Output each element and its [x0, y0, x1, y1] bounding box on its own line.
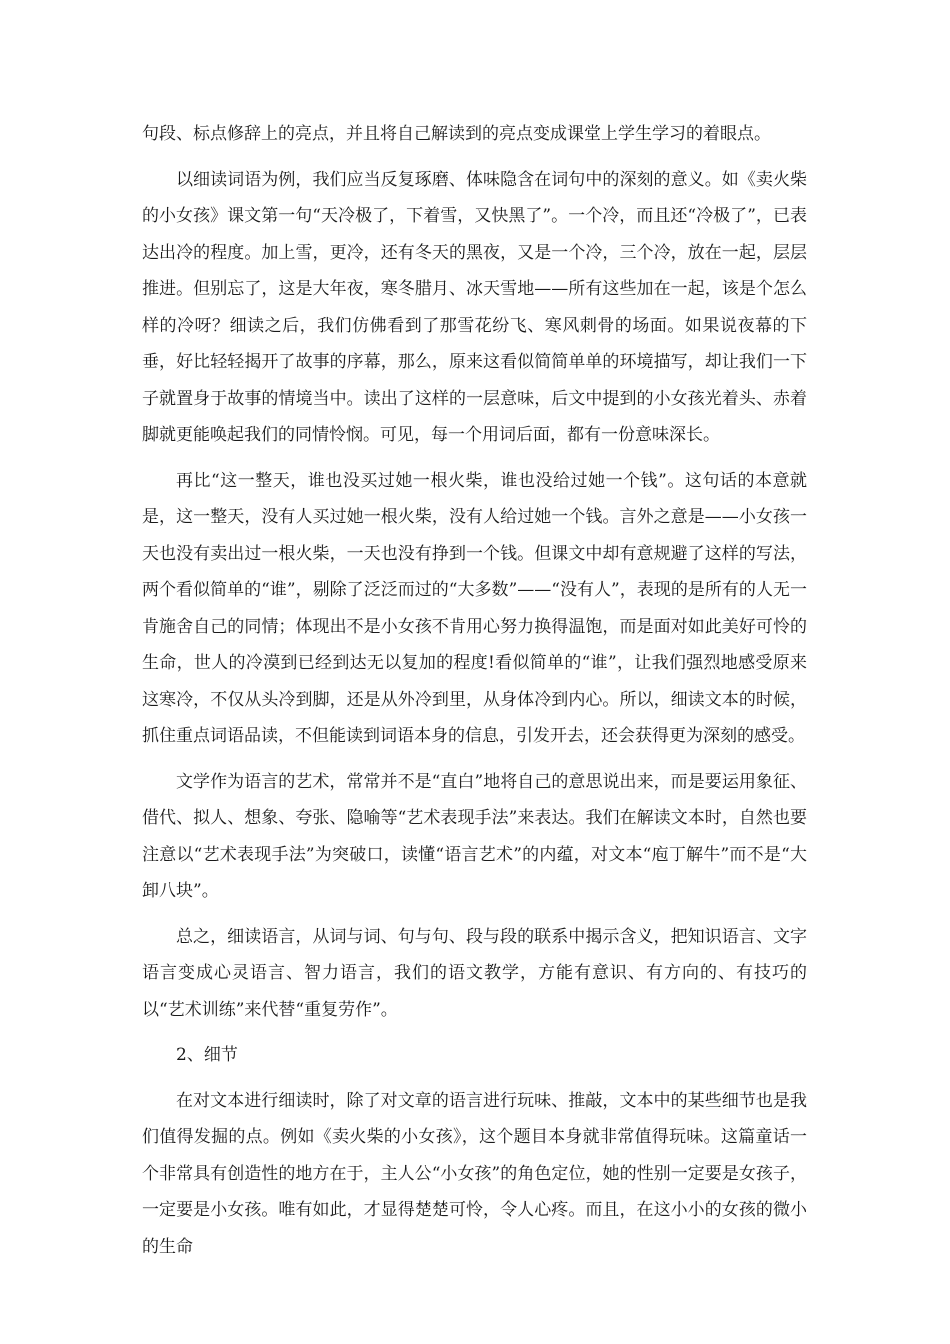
paragraph-details: 在对文本进行细读时，除了对文章的语言进行玩味、推敲，文本中的某些细节也是我们值得发掘的点。例如《卖火柴的小女孩》，这个题目本身就非常值得玩味。这篇童话一个非常具有创造性的地方在于，主人公“小女孩”的角色定位，她的性别一定要是女孩子，一定要是小女孩。唯有如此，才显得楚楚可怜，令人心疼。而且，在这小小的女孩的微小的生命	[142, 1090, 807, 1257]
paragraph-artistic-techniques: 文学作为语言的艺术，常常并不是“直白”地将自己的意思说出来，而是要运用象征、借代、拟人、想象、夸张、隐喻等“艺术表现手法”来表达。我们在解读文本时，自然也要注意以“艺术表现手法”为突破口，读懂“语言艺术”的内蕴，对文本“庖丁解牛”而不是“大卸八块”。	[142, 771, 807, 901]
paragraph-continuation: 句段、标点修辞上的亮点，并且将自己解读到的亮点变成课堂上学生学习的着眼点。	[142, 124, 771, 144]
paragraph-summary: 总之，细读语言，从词与词、句与句、段与段的联系中揭示含义，把知识语言、文字语言变成心灵语言、智力语言，我们的语文教学，方能有意识、有方向的、有技巧的以“艺术训练”来代替“重复劳作”。	[142, 926, 807, 1020]
section-heading-details: 2、细节	[176, 1045, 238, 1065]
document-body	[142, 116, 807, 1274]
paragraph-word-reading: 以细读词语为例，我们应当反复琢磨、体味隐含在词句中的深刻的意义。如《卖火柴的小女孩》课文第一句“天冷极了，下着雪，又快黑了”。一个冷，而且还“冷极了”，已表达出冷的程度。加上雪，更冷，还有冬天的黑夜，又是一个冷，三个冷，放在一起，层层推进。但别忘了，这是大年夜，寒冬腊月、冰天雪地——所有这些加在一起，该是个怎么样的冷呀？细读之后，我们仿佛看到了那雪花纷飞、寒风刺骨的场面。如果说夜幕的下垂，好比轻轻揭开了故事的序幕，那么，原来这看似简简单单的环境描写，却让我们一下子就置身于故事的情境当中。读出了这样的一层意味，后文中提到的小女孩光着头、赤着脚就更能唤起我们的同情怜悯。可见，每一个用词后面，都有一份意味深长。	[142, 169, 807, 445]
paragraph-who-analysis: 再比“这一整天，谁也没买过她一根火柴，谁也没给过她一个钱”。这句话的本意就是，这一整天，没有人买过她一根火柴，没有人给过她一个钱。言外之意是——小女孩一天也没有卖出过一根火柴，一天也没有挣到一个钱。但课文中却有意规避了这样的写法，两个看似简单的“谁”，剔除了泛泛而过的“大多数”——“没有人”，表现的是所有的人无一肯施舍自己的同情；体现出不是小女孩不肯用心努力换得温饱，而是面对如此美好可怜的生命，世人的冷漠到已经到达无以复加的程度!看似简单的“谁”，让我们强烈地感受原来这寒冷，不仅从头冷到脚，还是从外冷到里，从身体冷到内心。所以，细读文本的时候，抓住重点词语品读，不但能读到词语本身的信息，引发开去，还会获得更为深刻的感受。	[142, 470, 807, 746]
